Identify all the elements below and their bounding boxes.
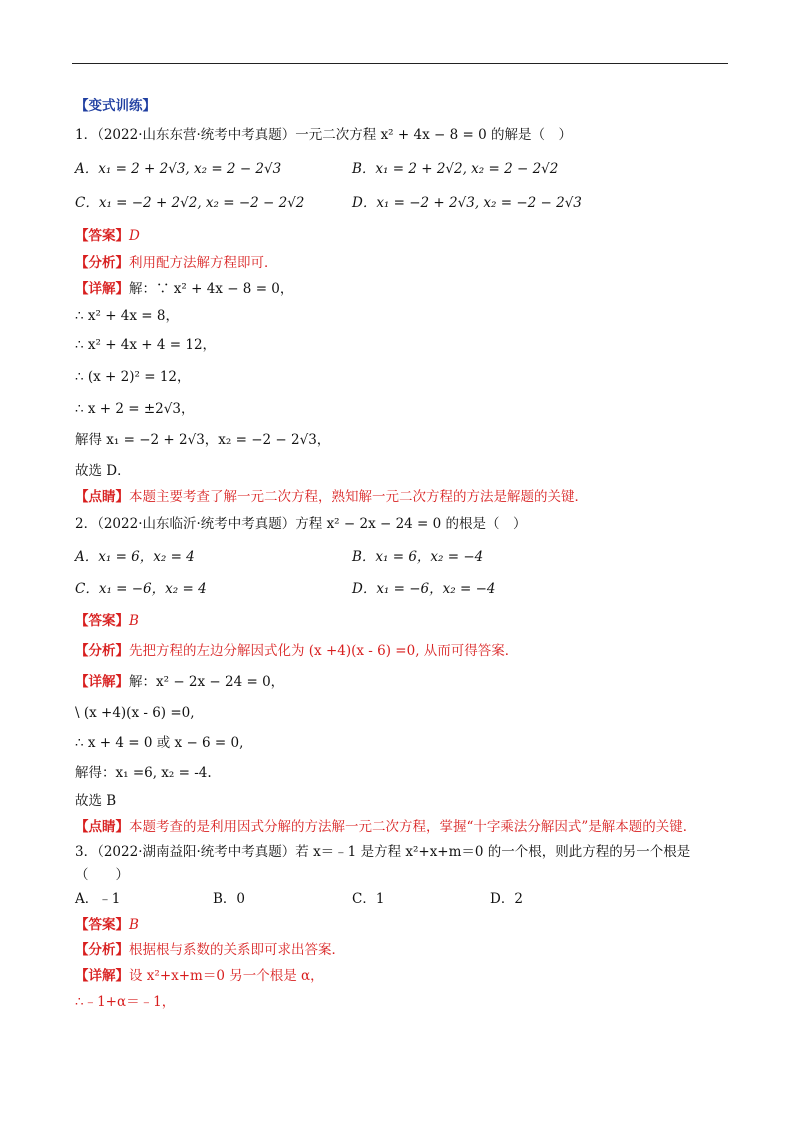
q1-option-d: D．x₁ = −2 + 2√3, x₂ = −2 − 2√3 [352,195,582,211]
q2-detail-first: 解：x² − 2x − 24 = 0， [129,674,285,690]
q3-option-b: B．0 [213,891,246,907]
q1-option-b: B．x₁ = 2 + 2√2, x₂ = 2 − 2√2 [352,161,559,177]
q1-detail-tag: 【详解】 [75,281,129,297]
q3-paren: （ ） [75,867,129,883]
section-title: 【变式训练】 [75,98,156,114]
q2-option-b: B．x₁ = 6，x₂ = −4 [352,549,484,565]
q2-answer: B [129,613,139,629]
q2-detail-tag: 【详解】 [75,674,129,690]
q2-step-3: 解得：x₁ =6, x₂ = -4. [75,765,212,781]
q1-analysis-tag: 【分析】 [75,255,129,271]
q1-step-5: 解得 x₁ = −2 + 2√3，x₂ = −2 − 2√3， [75,432,331,448]
q3-detail-first: 设 x²+x+m＝0 另一个根是 α， [129,968,324,984]
q3-step-1: ∴﹣1+α＝﹣1， [75,994,176,1010]
q3-detail-line [75,967,324,985]
q1-step-1: ∴ x² + 4x = 8， [75,308,179,324]
q1-step-6: 故选 D． [75,463,131,479]
q2-option-a: A．x₁ = 6，x₂ = 4 [75,549,195,565]
q3-answer-tag: 【答案】 [75,917,129,933]
q3-answer: B [129,917,139,933]
q2-analysis-line [75,642,518,660]
q2-option-c: C．x₁ = −6，x₂ = 4 [75,581,207,597]
q1-step-2: ∴ x² + 4x + 4 = 12， [75,337,217,353]
q2-comment: 本题考查的是利用因式分解的方法解一元二次方程，掌握“十字乘法分解因式”是解本题的关键． [129,819,697,835]
q2-step-4: 故选 B [75,793,117,809]
q1-answer: D [129,228,140,244]
q3-analysis: 根据根与系数的关系即可求出答案． [129,942,345,958]
q1-analysis-line [75,254,278,272]
q1-comment-tag: 【点睛】 [75,489,129,505]
q2-comment-tag: 【点睛】 [75,819,129,835]
q2-answer-tag: 【答案】 [75,613,129,629]
q1-step-4: ∴ x + 2 = ±2√3， [75,401,195,417]
q1-comment: 本题主要考查了解一元二次方程，熟知解一元二次方程的方法是解题的关键． [129,489,588,505]
q1-step-3: ∴ (x + 2)² = 12， [75,369,191,385]
q3-detail-tag: 【详解】 [75,968,129,984]
q1-comment-line [75,488,588,506]
header-rule [72,63,728,64]
q2-comment-line [75,818,696,836]
q2-option-d: D．x₁ = −6，x₂ = −4 [352,581,496,597]
q2-step-1: \ (x +4)(x - 6) =0, [75,705,195,721]
q3-analysis-tag: 【分析】 [75,942,129,958]
q3-option-a: A．﹣1 [75,891,121,907]
q3-analysis-line [75,941,345,959]
q1-detail-line [75,280,293,298]
q1-option-c: C．x₁ = −2 + 2√2, x₂ = −2 − 2√2 [75,195,305,211]
q2-answer-line [75,612,139,630]
q1-answer-tag: 【答案】 [75,228,129,244]
q1-analysis: 利用配方法解方程即可． [129,255,278,271]
q3-answer-line [75,916,139,934]
q1-answer-line [75,227,140,245]
q2-analysis: 先把方程的左边分解因式化为 (x +4)(x - 6) =0, 从而可得答案． [129,643,519,659]
q2-step-2: ∴ x + 4 = 0 或 x − 6 = 0, [75,735,244,751]
q1-option-a: A．x₁ = 2 + 2√3, x₂ = 2 − 2√3 [75,161,282,177]
q1-detail-first: 解：∵ x² + 4x − 8 = 0， [129,281,294,297]
q1-stem: 1．（2022·山东东营·统考中考真题）一元二次方程 x² + 4x − 8 = 0 的解是（ ） [75,127,572,143]
q2-detail-line [75,673,284,691]
q3-option-d: D．2 [490,891,523,907]
q2-analysis-tag: 【分析】 [75,643,129,659]
q3-stem: 3．（2022·湖南益阳·统考中考真题）若 x＝﹣1 是方程 x²+x+m＝0 的一个根，则此方程的另一个根是 [75,844,691,860]
q2-stem: 2．（2022·山东临沂·统考中考真题）方程 x² − 2x − 24 = 0 的根是（ ） [75,516,527,532]
q3-option-c: C．1 [352,891,385,907]
